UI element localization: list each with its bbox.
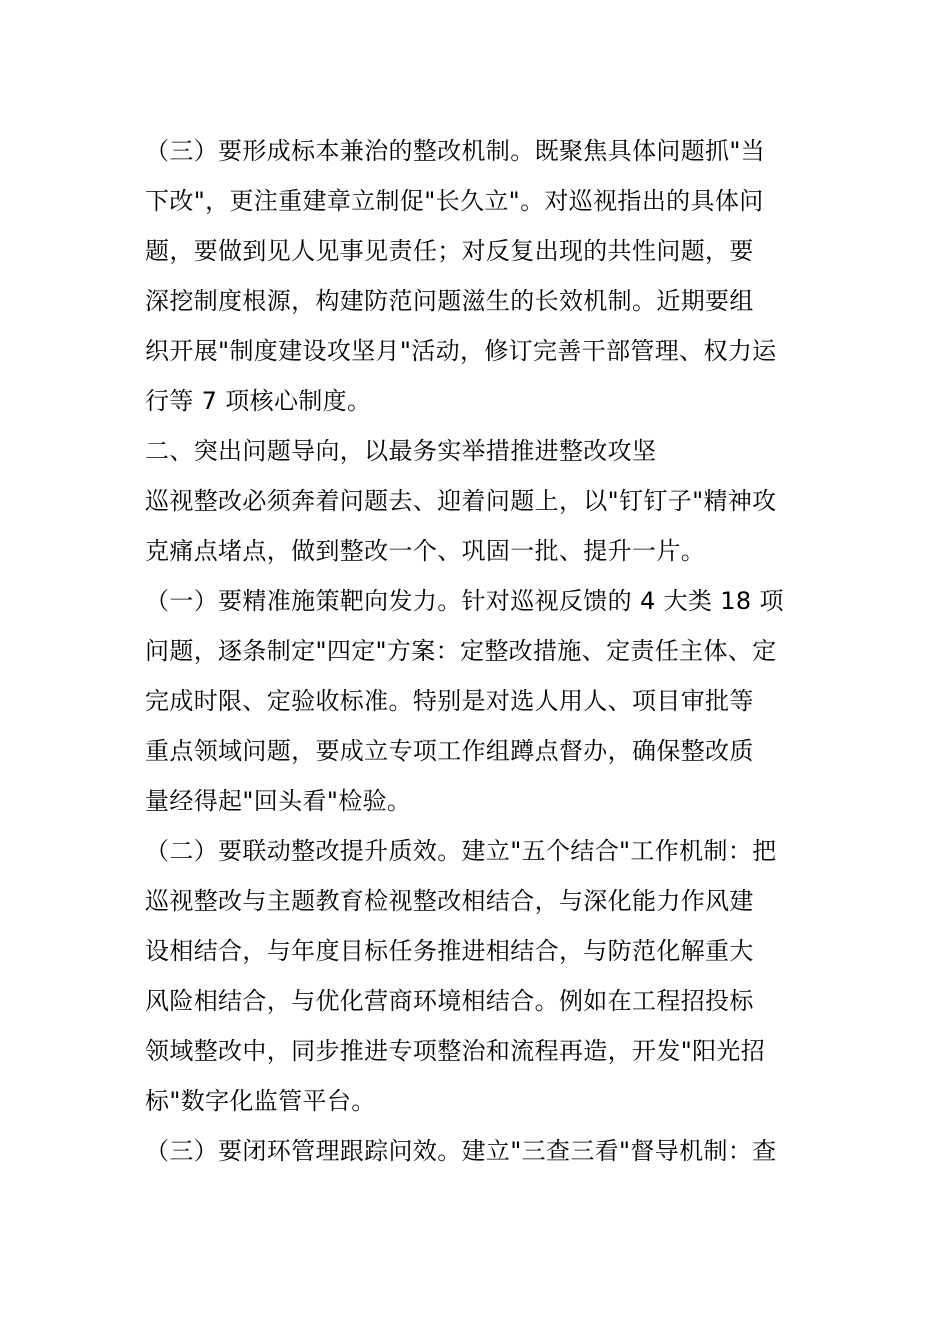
text-line: 风险相结合，与优化营商环境相结合。例如在工程招投标 bbox=[145, 987, 754, 1015]
paragraph-mechanism bbox=[145, 126, 810, 426]
text-line: （三）要形成标本兼治的整改机制。既聚焦具体问题抓"当 bbox=[145, 137, 766, 165]
document-body bbox=[145, 126, 810, 1176]
text-line: 领域整改中，同步推进专项整治和流程再造，开发"阳光招 bbox=[145, 1037, 766, 1065]
text-line: 深挖制度根源，构建防范问题滋生的长效机制。近期要组 bbox=[145, 287, 754, 315]
paragraph-closed-loop bbox=[145, 1126, 810, 1176]
text-line: 下改"，更注重建章立制促"长久立"。对巡视指出的具体问 bbox=[145, 187, 764, 215]
text-line: 标"数字化监管平台。 bbox=[145, 1087, 376, 1115]
section-heading bbox=[145, 426, 810, 476]
text-line: 设相结合，与年度目标任务推进相结合，与防范化解重大 bbox=[145, 937, 754, 965]
text-line: 克痛点堵点，做到整改一个、巩固一批、提升一片。 bbox=[145, 537, 706, 565]
text-line: 问题，逐条制定"四定"方案：定整改措施、定责任主体、定 bbox=[145, 637, 777, 665]
text-line: 巡视整改必须奔着问题去、迎着问题上，以"钉钉子"精神攻 bbox=[145, 487, 777, 515]
paragraph-intro bbox=[145, 476, 810, 576]
text-line: （一）要精准施策靶向发力。针对巡视反馈的 4 大类 18 项 bbox=[145, 587, 784, 615]
paragraph-linked-rectification bbox=[145, 826, 810, 1126]
text-line: 完成时限、定验收标准。特别是对选人用人、项目审批等 bbox=[145, 687, 754, 715]
paragraph-precise-measures bbox=[145, 576, 810, 826]
text-line: 织开展"制度建设攻坚月"活动，修订完善干部管理、权力运 bbox=[145, 337, 777, 365]
text-line: 量经得起"回头看"检验。 bbox=[145, 787, 412, 815]
text-line: 题，要做到见人见事见责任；对反复出现的共性问题，要 bbox=[145, 237, 754, 265]
text-line: 重点领域问题，要成立专项工作组蹲点督办，确保整改质 bbox=[145, 737, 754, 765]
text-line: （二）要联动整改提升质效。建立"五个结合"工作机制：把 bbox=[145, 837, 777, 865]
text-line: 巡视整改与主题教育检视整改相结合，与深化能力作风建 bbox=[145, 887, 754, 915]
text-line: （三）要闭环管理跟踪问效。建立"三查三看"督导机制：查 bbox=[145, 1137, 777, 1165]
text-line: 行等 7 项核心制度。 bbox=[145, 387, 372, 415]
heading-line: 二、突出问题导向，以最务实举措推进整改攻坚 bbox=[145, 437, 657, 465]
